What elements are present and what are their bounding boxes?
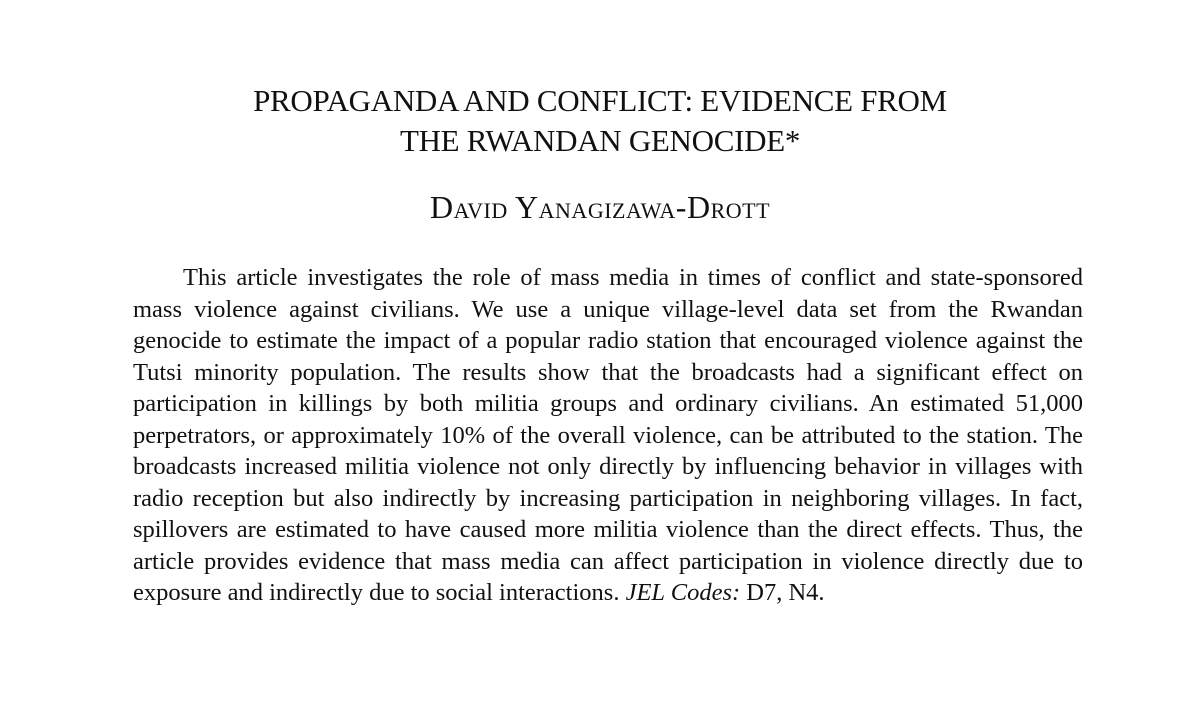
paper-title-line-2: THE RWANDAN GENOCIDE* (399, 123, 801, 158)
abstract-text: This article investigates the role of mass media in times of conflict and state-sponsored mass violence against civilians. We use a unique village-level data set from the Rwandan genocide to estimate the impact of a popular radio station that encouraged violence against the Tutsi minority population. The results show that the broadcasts had a significant effect on participation in killings by both militia groups and ordinary civilians. An estimated 51,000 perpetrators, or approximately 10% of the overall violence, can be attributed to the station. The broadcasts increased militia violence not only directly by influencing behavior in villages with radio reception but also indirectly by increasing participation in neighboring villages. In fact, spillovers are estimated to have caused more militia violence than the direct effects. Thus, the article provides evidence that mass media can affect participation in violence directly due to exposure and indirectly due to social interactions. (133, 264, 1083, 606)
paper-author: David Yanagizawa-Drott (429, 189, 771, 225)
jel-codes-label: JEL Codes: (625, 579, 741, 606)
paper-title-line-1: PROPAGANDA AND CONFLICT: EVIDENCE FROM (253, 83, 947, 118)
jel-codes-value: D7, N4. (746, 579, 825, 606)
paper-abstract (133, 262, 1083, 609)
